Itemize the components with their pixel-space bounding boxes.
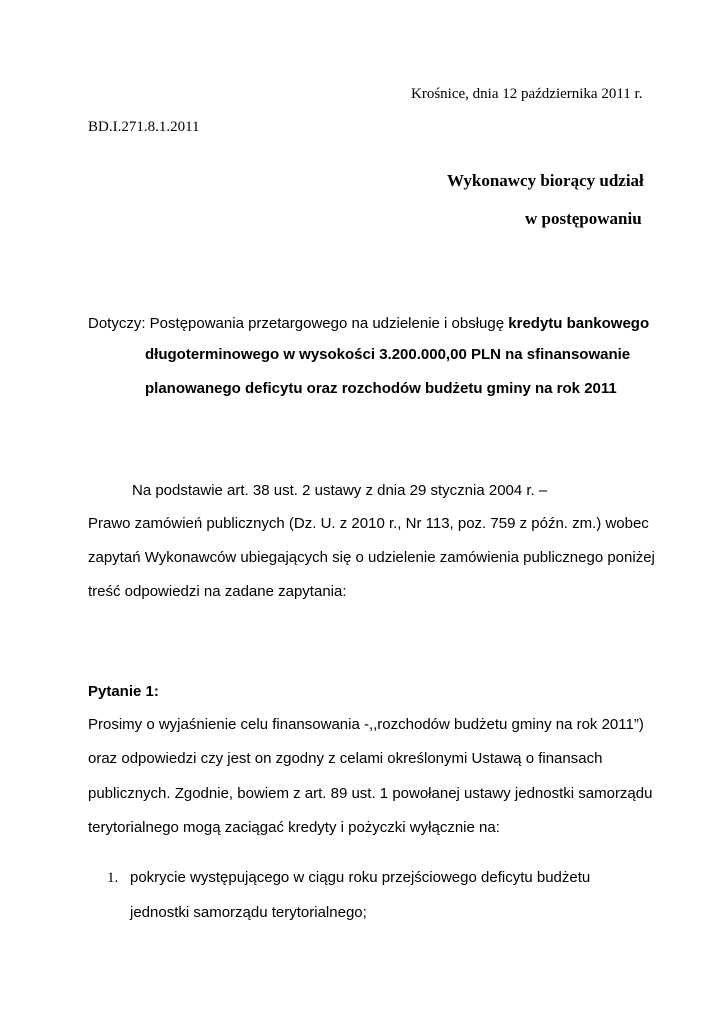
list-item-number: 1.: [107, 870, 119, 886]
body-line-4: treść odpowiedzi na zadane zapytania:: [88, 583, 347, 600]
reference-number: BD.I.271.8.1.2011: [88, 119, 200, 135]
subject-line-2: długoterminowego w wysokości 3.200.000,00 PLN na sfinansowanie: [145, 346, 631, 363]
question-1-title: Pytanie 1:: [88, 683, 159, 700]
body-line-2: Prawo zamówień publicznych (Dz. U. z 2010 r., Nr 113, poz. 759 z późn. zm.) wobec: [88, 515, 649, 532]
subject-bold-fragment: kredytu bankowego: [508, 315, 650, 332]
subject-prefix: Dotyczy: Postępowania przetargowego na udzielenie i obsługę: [88, 315, 509, 332]
subject-line-3: planowanego deficytu oraz rozchodów budżetu gminy na rok 2011: [145, 380, 617, 397]
place-date: Krośnice, dnia 12 października 2011 r.: [411, 86, 643, 102]
recipient-line-2: w postępowaniu: [525, 209, 642, 228]
recipient-line-1: Wykonawcy biorący udział: [447, 171, 644, 190]
list-item-line-2: jednostki samorządu terytorialnego;: [130, 904, 367, 921]
list-item-line-1: pokrycie występującego w ciągu roku przejściowego deficytu budżetu: [130, 869, 591, 886]
question-1-line-2: oraz odpowiedzi czy jest on zgodny z celami określonymi Ustawą o finansach: [88, 750, 603, 767]
question-1-line-4: terytorialnego mogą zaciągać kredyty i pożyczki wyłącznie na:: [88, 819, 500, 836]
body-line-1: Na podstawie art. 38 ust. 2 ustawy z dnia 29 stycznia 2004 r. –: [132, 482, 548, 499]
question-1-line-3: publicznych. Zgodnie, bowiem z art. 89 ust. 1 powołanej ustawy jednostki samorządu: [88, 785, 653, 802]
body-line-3: zapytań Wykonawców ubiegających się o udzielenie zamówienia publicznego poniżej: [88, 549, 655, 566]
question-1-line-1: Prosimy o wyjaśnienie celu finansowania -,,rozchodów budżetu gminy na rok 2011”): [88, 716, 644, 733]
subject-line-1: [88, 315, 649, 332]
